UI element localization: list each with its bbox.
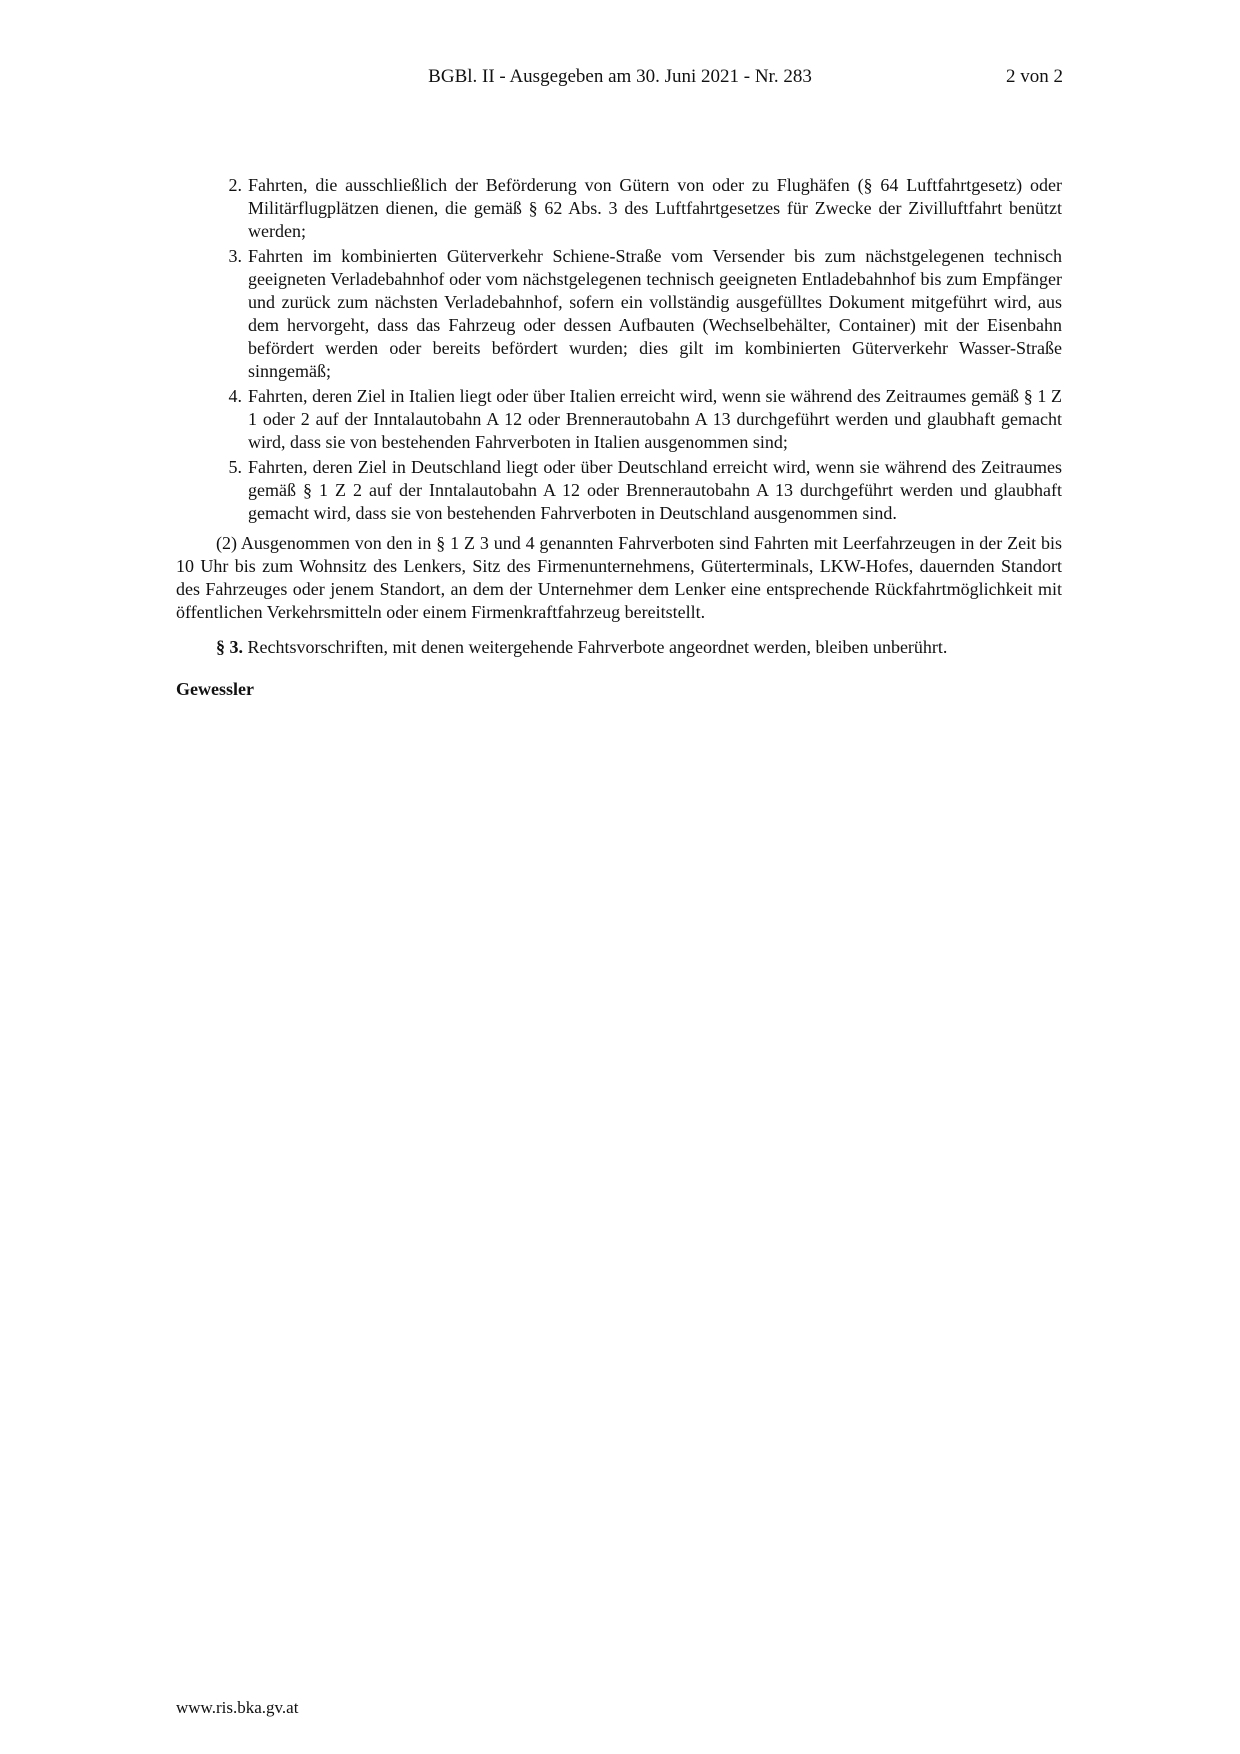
list-item	[176, 385, 1062, 454]
footer-url: www.ris.bka.gv.at	[176, 1698, 299, 1717]
list-item-number: 2.	[228, 175, 242, 195]
list-item-number: 3.	[228, 246, 242, 266]
list-item-text: Fahrten, die ausschließlich der Beförderung von Gütern von oder zu Flughäfen (§ 64 Luftfahrtgesetz) oder Militärflugplätzen dienen, die gemäß § 62 Abs. 3 des Luftfahrtgesetzes für Zwecke der Zivilluftfahrt benützt werden;	[248, 175, 1062, 241]
list-item-text: Fahrten, deren Ziel in Deutschland liegt oder über Deutschland erreicht wird, wenn sie während des Zeitraumes gemäß § 1 Z 2 auf der Inntalautobahn A 12 oder Brennerautobahn A 13 durchgeführt werden und glaubhaft gemacht wird, dass sie von bestehenden Fahrverboten in Deutschland ausgenommen sind.	[248, 457, 1062, 523]
section-3-label: § 3.	[216, 637, 243, 657]
section-3	[176, 636, 1062, 659]
list-item	[176, 456, 1062, 525]
list-item	[176, 245, 1062, 383]
page-number: 2 von 2	[1006, 66, 1063, 87]
document-body	[176, 174, 1062, 701]
list-item-text: Fahrten im kombinierten Güterverkehr Schiene-Straße vom Versender bis zum nächstgelegenen technisch geeigneten Verladebahnhof oder vom nächstgelegenen technisch geeigneten Entladebahnhof bis zum Empfänger und zurück zum nächsten Verladebahnhof, sofern ein vollständig ausgefülltes Dokument mitgeführt wird, aus dem hervorgeht, dass das Fahrzeug oder dessen Aufbauten (Wechselbehälter, Container) mit der Eisenbahn befördert werden oder bereits befördert wurden; dies gilt im kombinierten Güterverkehr Wasser-Straße sinngemäß;	[248, 246, 1062, 381]
exemption-list	[176, 174, 1062, 525]
signature: Gewessler	[176, 679, 254, 699]
list-item-text: Fahrten, deren Ziel in Italien liegt oder über Italien erreicht wird, wenn sie während des Zeitraumes gemäß § 1 Z 1 oder 2 auf der Inntalautobahn A 12 oder Brennerautobahn A 13 durchgeführt werden und glaubhaft gemacht wird, dass sie von bestehenden Fahrverboten in Italien ausgenommen sind;	[248, 386, 1062, 452]
list-item	[176, 174, 1062, 243]
section-3-text: Rechtsvorschriften, mit denen weitergehende Fahrverbote angeordnet werden, bleiben unberührt.	[247, 637, 948, 657]
paragraph-2: (2) Ausgenommen von den in § 1 Z 3 und 4 genannten Fahrverboten sind Fahrten mit Leerfahrzeugen in der Zeit bis 10 Uhr bis zum Wohnsitz des Lenkers, Sitz des Firmenunternehmens, Güterterminals, LKW-Hofes, dauernden Standort des Fahrzeuges oder jenem Standort, an dem der Unternehmer dem Lenker eine entsprechende Rückfahrtmöglichkeit mit öffentlichen Verkehrsmitteln oder einem Firmenkraftfahrzeug bereitstellt.	[176, 533, 1062, 622]
page-header	[0, 66, 1240, 90]
list-item-number: 4.	[228, 386, 242, 406]
gazette-title: BGBl. II - Ausgegeben am 30. Juni 2021 - Nr. 283	[428, 66, 812, 87]
list-item-number: 5.	[228, 457, 242, 477]
